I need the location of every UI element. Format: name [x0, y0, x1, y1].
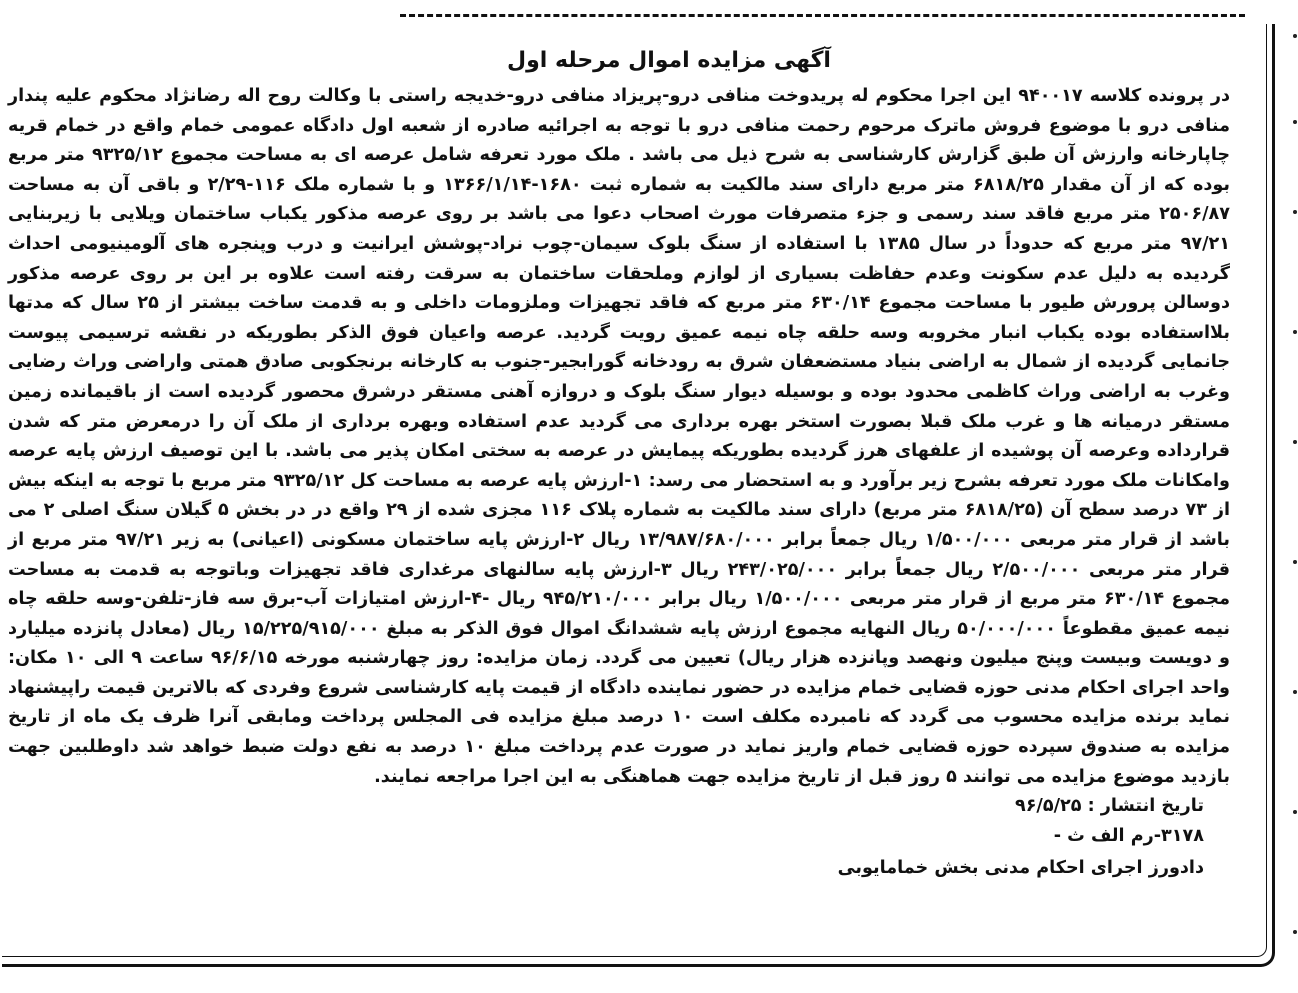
publish-date: تاریخ انتشار : ۹۶/۵/۲۵: [1014, 796, 1204, 817]
top-dashed-rule: [400, 14, 1245, 17]
signer: دادورز اجرای احکام مدنی بخش خمامایوبی: [837, 858, 1204, 879]
auction-notice: [8, 44, 1230, 883]
notice-title: آگهی مزایده اموال مرحله اول: [507, 48, 831, 73]
right-edge-marks: [1290, 0, 1298, 993]
reference-number: ۳۱۷۸-رم الف ث -: [1053, 825, 1204, 846]
notice-body: در پرونده کلاسه ۹۴۰۰۱۷ این اجرا محکوم له پریدوخت منافی درو-پریزاد منافی درو-خدیجه راستی با وکالت روح اله رضانژاد محکوم علیه پندار منافی درو با موضوع فروش ماترک مرحوم رحمت منافی درو با توجه به اجرائیه صادره از شعبه اول دادگاه عمومی خمام واقع در خمام قریه چاپارخانه وارزش آن طبق گزارش کارشناسی به شرح ذیل می باشد . ملک مورد تعرفه شامل عرصه ای به مساحت مجموع ۹۳۲۵/۱۲ متر مربع بوده که از آن مقدار ۶۸۱۸/۲۵ متر مربع دارای سند مالکیت به شماره ثبت ۱۶۸۰-۱۳۶۶/۱/۱۴ و با شماره ملک ۱۱۶-۲/۲۹ و باقی آن به مساحت ۲۵۰۶/۸۷ متر مربع فاقد سند رسمی و جزء متصرفات مورث اصحاب دعوا می باشد بر روی عرصه مذکور یکباب ساختمان ویلایی با زیربنایی ۹۷/۲۱ متر مربع که حدوداً در سال ۱۳۸۵ با استفاده از سنگ بلوک سیمان-چوب نراد-پوشش ایرانیت و درب وپنجره های آلومینیومی احداث گردیده به دلیل عدم سکونت وعدم حفاظت بسیاری از لوازم وملحقات ساختمان به سرقت رفته است علاوه بر این بر روی عرصه مذکور دوسالن پرورش طیور با مساحت مجموع ۶۳۰/۱۴ متر مربع که فاقد تجهیزات وملزومات داخلی و به قدمت ساخت بیشتر از ۲۵ سال که مدتها بلااستفاده بوده یکباب انبار مخروبه وسه حلقه چاه نیمه عمیق رویت گردید. عرصه واعیان فوق الذکر بطوریکه در نقشه ترسیمی پیوست جانمایی گردیده از شمال به اراضی بنیاد مستضعفان شرق به رودخانه گورابجیر-جنوب به کارخانه برنجکوبی صادق همتی واراضی وراث رضایی وغرب به اراضی وراث کاظمی محدود بوده و بوسیله دیوار سنگ بلوک و دروازه آهنی مستقر درشرق محصور گردیده است از باقیمانده زمین مستقر درمیانه ها و غرب ملک قبلا بصورت استخر بهره برداری می گردید عدم استفاده وبهره برداری از ملک آن را درمعرض متر که شدن قرارداده وعرصه آن پوشیده از علفهای هرز گردیده بطوریکه پیمایش در عرصه به سختی امکان پذیر می باشد. با این توصیف ارزش پایه عرصه وامکانات ملک مورد تعرفه بشرح زیر برآورد و به استحضار می رسد: ۱-ارزش پایه عرصه به مساحت کل ۹۳۲۵/۱۲ متر مربع با توجه به اینکه بیش از ۷۳ درصد سطح آن (۶۸۱۸/۲۵ متر مربع) دارای سند مالکیت به شماره پلاک ۱۱۶ مجزی شده از ۲۹ واقع در در بخش ۵ گیلان سنگ اصلی ۲ می باشد از قرار متر مربعی ۱/۵۰۰/۰۰۰ ریال جمعاً برابر ۱۳/۹۸۷/۶۸۰/۰۰۰ ریال ۲-ارزش پایه ساختمان مسکونی (اعیانی) به زیر ۹۷/۲۱ متر مربع از قرار متر مربعی ۲/۵۰۰/۰۰۰ ریال جمعاً برابر ۲۴۳/۰۲۵/۰۰۰ ریال ۳-ارزش پایه سالنهای مرغداری فاقد تجهیزات وباتوجه به قدمت به مساحت مجموع ۶۳۰/۱۴ متر مربع از قرار متر مربعی ۱/۵۰۰/۰۰۰ ریال برابر ۹۴۵/۲۱۰/۰۰۰ ریال -۴-ارزش امتیازات آب-برق سه فاز-تلفن-وسه حلقه چاه نیمه عمیق مقطوعاً ۵۰/۰۰۰/۰۰۰ ریال النهایه مجموع ارزش پایه ششدانگ اموال فوق الذکر به مبلغ ۱۵/۲۲۵/۹۱۵/۰۰۰ ریال (معادل پانزده میلیارد و دویست وبیست وپنج میلیون ونهصد وپانزده هزار ریال) تعیین می گردد. زمان مزایده: روز چهارشنبه مورخه ۹۶/۶/۱۵ ساعت ۹ الی ۱۰ مکان: واحد اجرای احکام مدنی حوزه قضایی خمام مزایده در حضور نماینده دادگاه از قیمت پایه کارشناسی شروع وفردی که بالاترین قیمت راپیشنهاد نماید برنده مزایده محسوب می گردد که نامبرده مکلف است ۱۰ درصد مبلغ مزایده فی المجلس پرداخت ومابقی آنرا ظرف یک ماه از تاریخ مزایده به صندوق سپرده حوزه قضایی خمام واریز نماید در صورت عدم پرداخت مبلغ ۱۰ درصد به نفع دولت ضبط خواهد شد داوطلبین جهت بازدید موضوع مزایده می توانند ۵ روز قبل از تاریخ مزایده جهت هماهنگی به این اجرا مراجعه نمایند.: [8, 86, 1231, 787]
